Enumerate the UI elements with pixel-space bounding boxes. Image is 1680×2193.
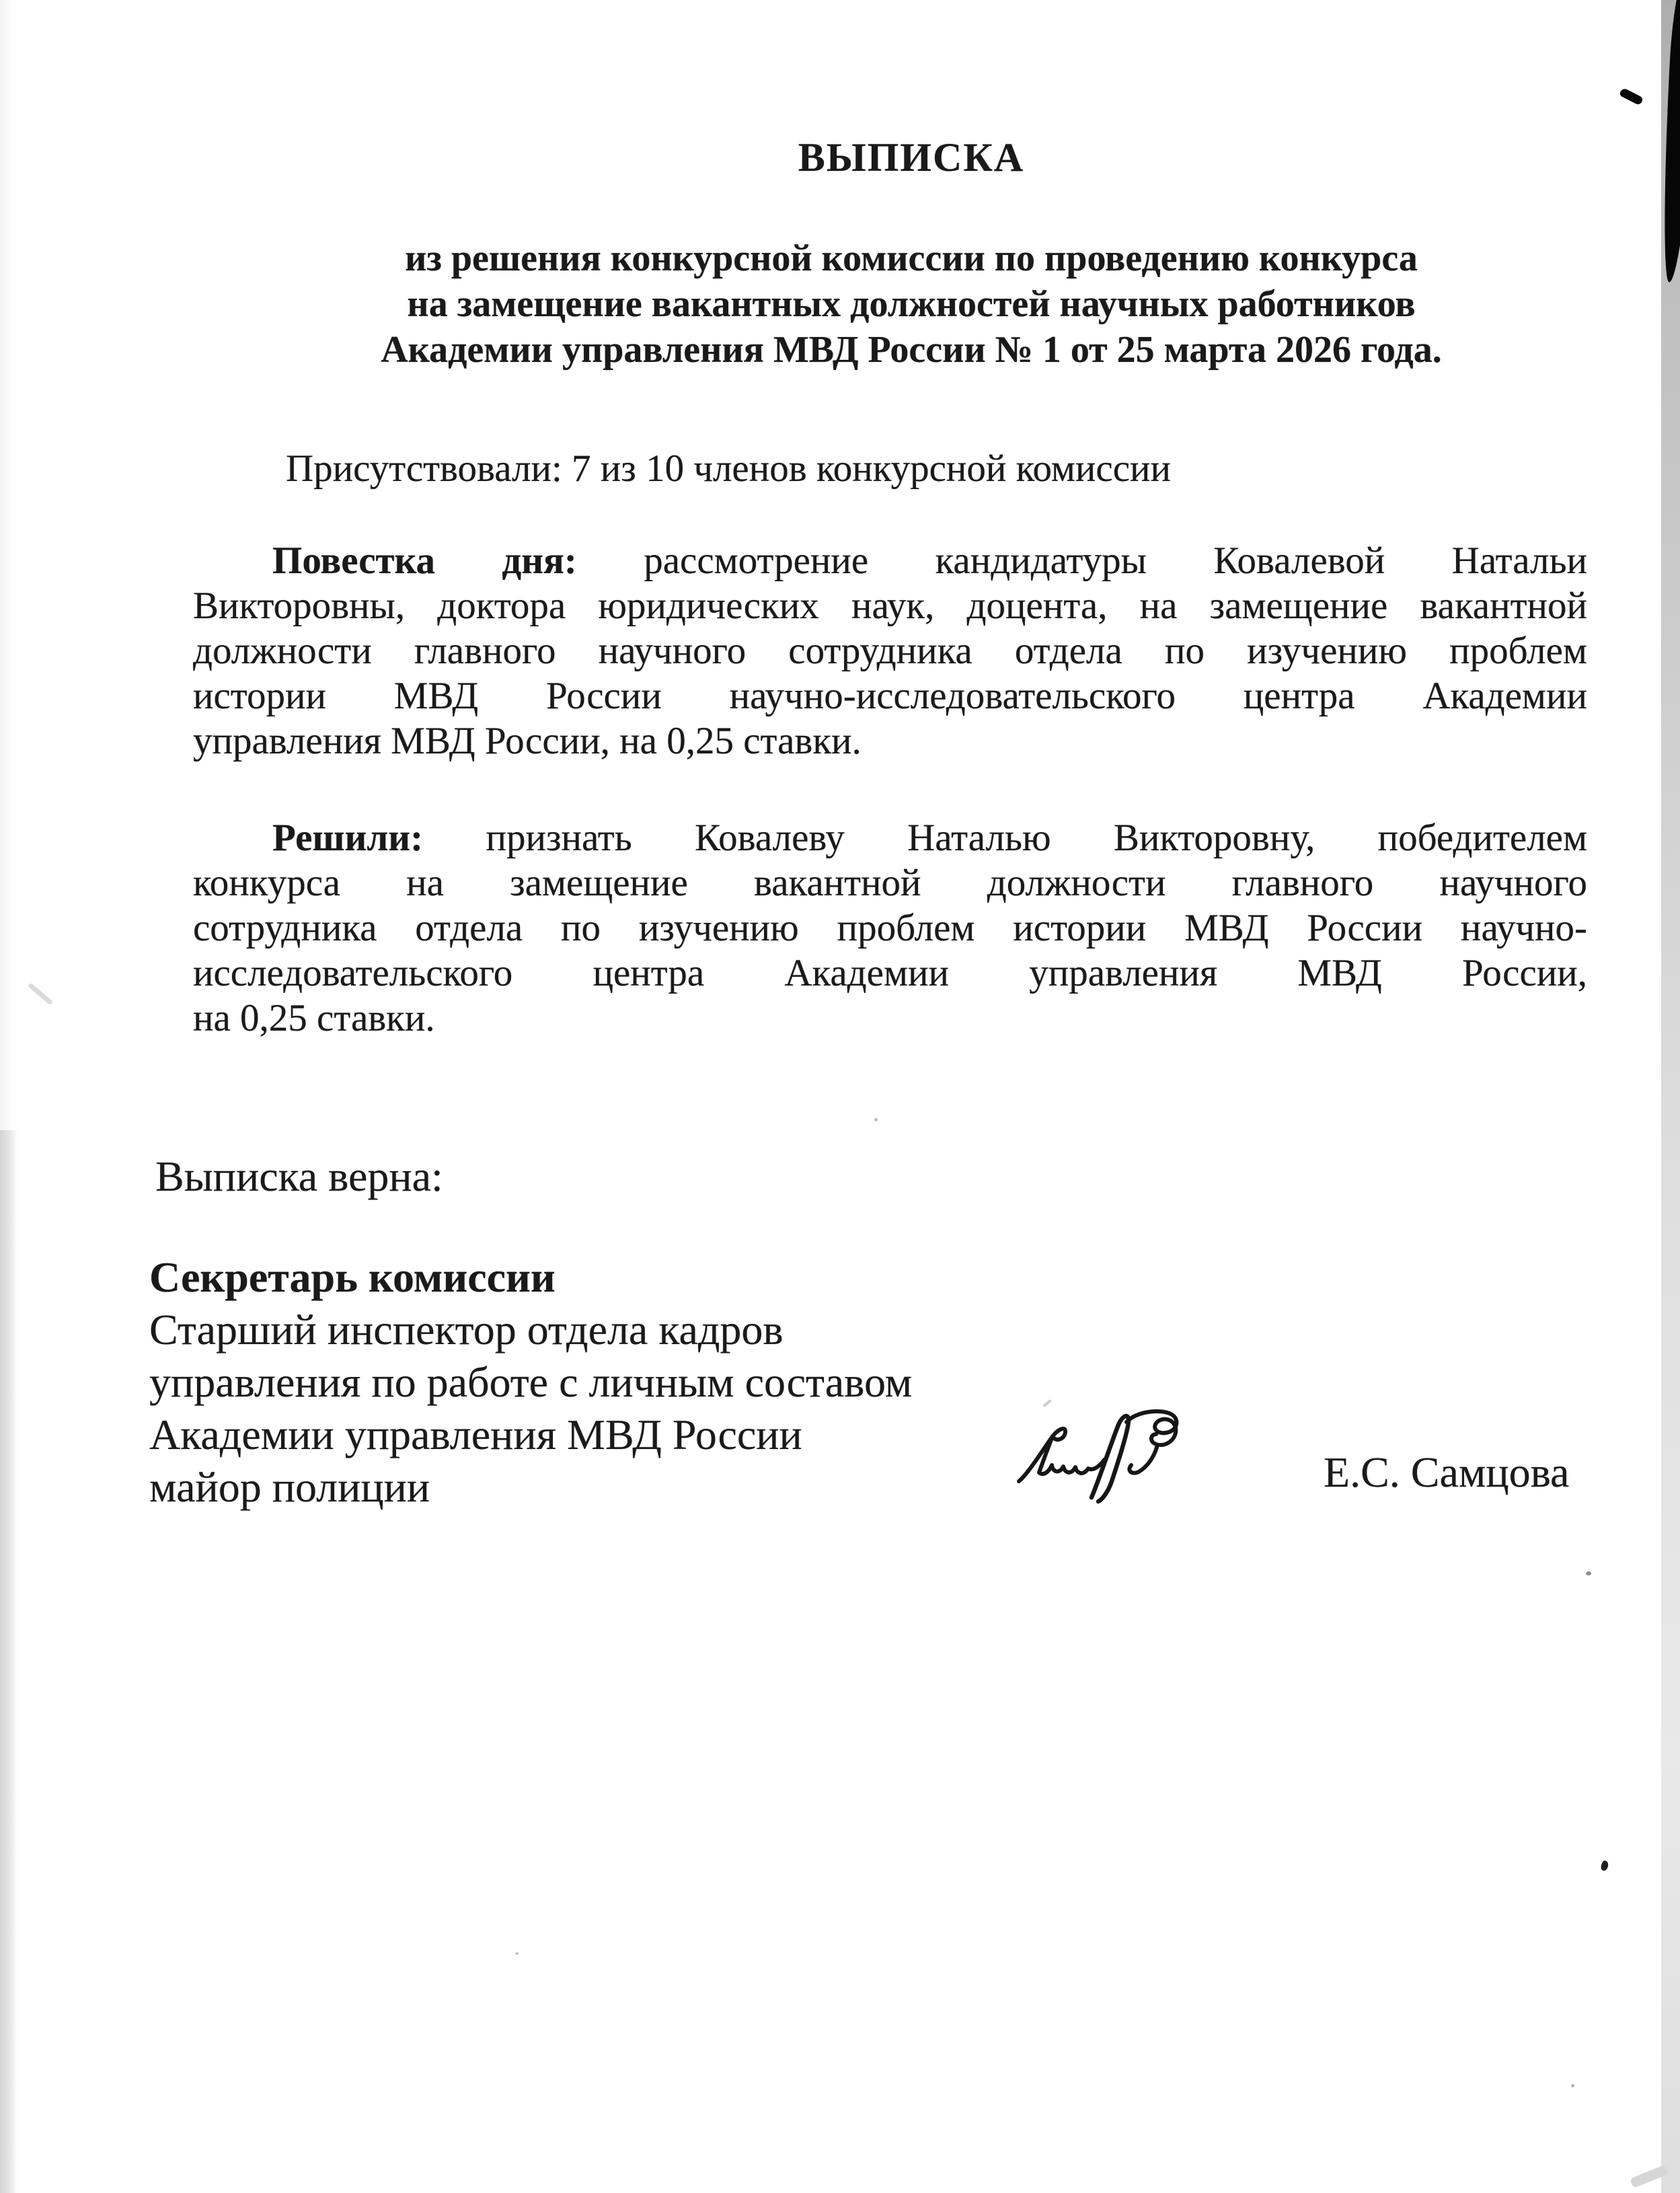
- decision-line: сотрудника отдела по изучению проблем истории МВД России научно-: [193, 907, 1587, 949]
- agenda-label: Повестка дня:: [272, 540, 577, 582]
- subtitle-line: Академии управления МВД России № 1 от 25 марта 2026 года.: [381, 329, 1442, 371]
- decision-paragraph: [193, 815, 1587, 1041]
- agenda-line: [193, 538, 1587, 583]
- document-title: ВЫПИСКА: [798, 135, 1025, 180]
- certification-line: Выписка верна:: [155, 1152, 443, 1200]
- agenda-line: управления МВД России, на 0,25 ставки.: [193, 720, 862, 762]
- agenda-line-text: рассмотрение кандидатуры Ковалевой Натальи: [644, 540, 1588, 582]
- attendance-line: Присутствовали: 7 из 10 членов конкурсной комиссии: [286, 447, 1172, 490]
- decision-label: Решили:: [272, 817, 424, 859]
- scan-edge-left-faint: [0, 0, 13, 1130]
- scan-speck: [1600, 1860, 1609, 1871]
- scan-speck: [515, 1952, 519, 1955]
- signatory-role: Секретарь комиссии: [149, 1253, 556, 1301]
- signatory-position-line: майор полиции: [149, 1463, 430, 1511]
- decision-line: исследовательского центра Академии управления МВД России,: [193, 952, 1587, 994]
- agenda-paragraph: [193, 538, 1587, 764]
- signatory-position-line: Старший инспектор отдела кадров: [149, 1306, 784, 1353]
- decision-line-text: признать Ковалеву Наталью Викторовну, победителем: [486, 817, 1588, 859]
- decision-line: конкурса на замещение вакантной должности главного научного: [193, 862, 1587, 904]
- scan-edge-right: [1661, 0, 1680, 2193]
- decision-line: [193, 815, 1587, 860]
- scan-speck: [1586, 1571, 1591, 1575]
- scan-speck: [1571, 2084, 1574, 2087]
- signatory-position-line: управления по работе с личным составом: [149, 1358, 913, 1406]
- agenda-line: должности главного научного сотрудника отдела по изучению проблем: [193, 630, 1587, 672]
- agenda-line: Викторовны, доктора юридических наук, доцента, на замещение вакантной: [193, 585, 1587, 627]
- signatory-block: [149, 1251, 1158, 1514]
- subtitle-line: из решения конкурсной комиссии по проведению конкурса: [405, 237, 1418, 279]
- signatory-position-line: Академии управления МВД России: [149, 1411, 802, 1458]
- handwritten-signature-icon: [1012, 1407, 1214, 1522]
- signatory-name: Е.С. Самцова: [1324, 1448, 1570, 1496]
- scan-smudge: [28, 983, 53, 1006]
- document-subtitle: [235, 235, 1587, 373]
- scan-speck: [874, 1118, 878, 1121]
- scan-edge-left: [0, 1130, 17, 2193]
- agenda-line: истории МВД России научно-исследовательского центра Академии: [193, 675, 1587, 717]
- decision-line: на 0,25 ставки.: [193, 997, 435, 1039]
- subtitle-line: на замещение вакантных должностей научных работников: [407, 283, 1416, 325]
- pen-mark: [1619, 87, 1644, 106]
